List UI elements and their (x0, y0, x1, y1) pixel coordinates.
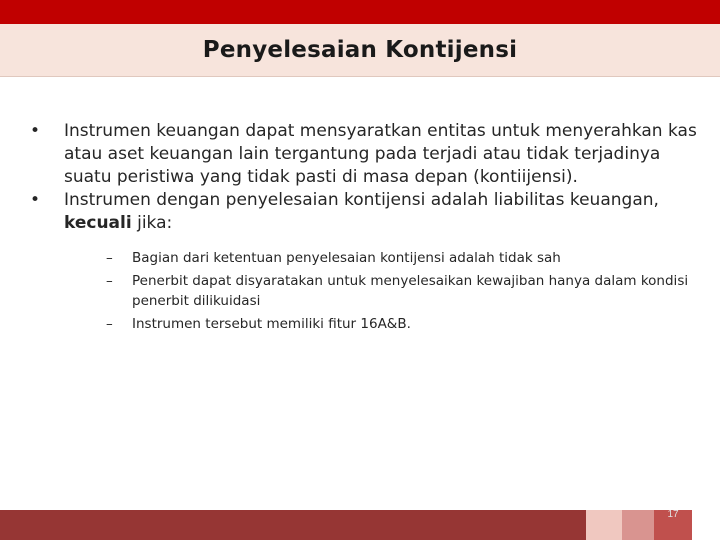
bullet-text: jika: (131, 213, 173, 233)
bullet-item (28, 120, 698, 189)
sub-bullet-text: Bagian dari ketentuan penyelesaian kontijensi adalah tidak sah (132, 250, 561, 266)
dash-marker: – (106, 250, 113, 266)
bullet-marker: • (30, 190, 41, 210)
sub-bullet-text: Instrumen tersebut memiliki fitur 16A&B. (132, 316, 411, 332)
bullet-list (28, 120, 698, 334)
bullet-marker: • (30, 121, 41, 141)
top-accent-bar (0, 0, 720, 24)
sub-bullet-item (106, 314, 698, 334)
page-number: 17 (667, 509, 679, 520)
dash-marker: – (106, 316, 113, 332)
footer-accent-block (622, 510, 654, 540)
sub-bullet-text: Penerbit dapat disyaratakan untuk menyelesaikan kewajiban hanya dalam kondisi penerbit dilikuidasi (132, 273, 689, 309)
slide-content (28, 120, 698, 337)
sub-bullet-list (106, 248, 698, 334)
footer-accent-block (692, 510, 720, 540)
sub-bullet-item (106, 248, 698, 268)
footer-accent-block (586, 510, 622, 540)
bullet-text: Instrumen dengan penyelesaian kontijensi adalah liabilitas keuangan, (64, 190, 659, 210)
slide-title: Penyelesaian Kontijensi (202, 37, 518, 63)
sub-bullet-item (106, 271, 698, 311)
bullet-item (28, 189, 698, 334)
bullet-text-bold: kecuali (64, 213, 132, 233)
title-band (0, 24, 720, 77)
dash-marker: – (106, 273, 113, 289)
bullet-text: Instrumen keuangan dapat mensyaratkan entitas untuk menyerahkan kas atau aset keuangan lain tergantung pada terjadi atau tidak terjadinya suatu peristiwa yang tidak pasti di masa depan (kontiijensi). (64, 121, 697, 187)
